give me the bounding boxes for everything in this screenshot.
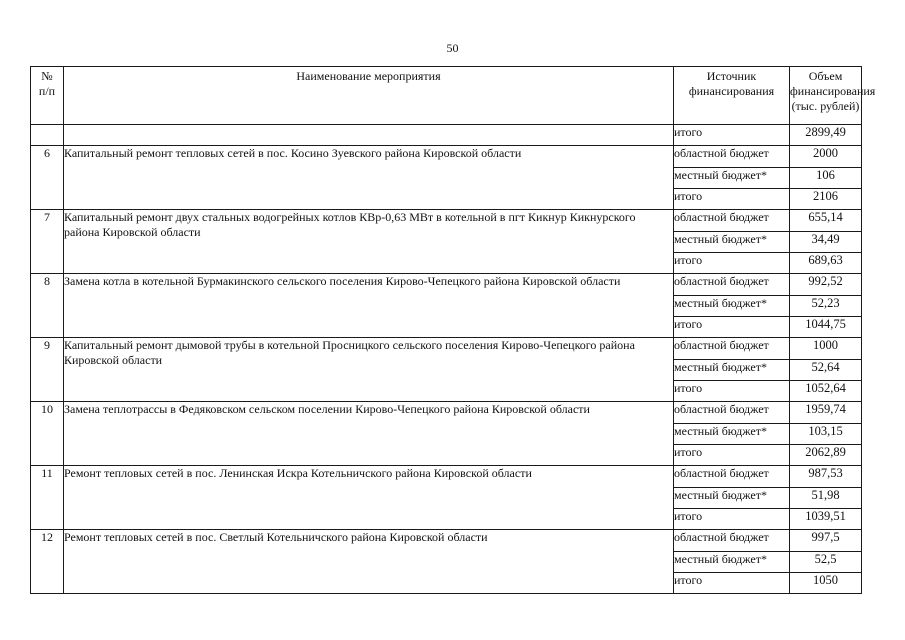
row-number: 12 <box>31 530 64 594</box>
carryover-name <box>64 125 674 146</box>
header-row <box>31 67 862 125</box>
funding-amount: 52,64 <box>790 360 862 381</box>
activity-name: Капитальный ремонт двух стальных водогрейных котлов КВр-0,63 МВт в котельной в пгт Кикнур Кикнурского района Кировской области <box>64 210 674 274</box>
header-amount-line2: финансирования <box>790 84 876 98</box>
row-number: 9 <box>31 338 64 402</box>
funding-amount: 1044,75 <box>790 317 862 338</box>
funding-amount: 992,52 <box>790 274 862 296</box>
funding-amount: 655,14 <box>790 210 862 232</box>
header-number-line2: п/п <box>38 84 56 98</box>
funding-source: областной бюджет <box>674 338 790 360</box>
table-row <box>31 530 862 552</box>
table-row <box>31 274 862 296</box>
page-number: 50 <box>446 41 459 55</box>
funding-source: итого <box>674 381 790 402</box>
table-header <box>31 67 876 125</box>
activity-name: Ремонт тепловых сетей в пос. Светлый Котельничского района Кировской области <box>64 530 674 594</box>
row-number: 8 <box>31 274 64 338</box>
funding-source: итого <box>674 573 790 594</box>
carryover-amount: 2899,49 <box>790 125 862 146</box>
activity-name: Замена теплотрассы в Федяковском сельском поселении Кирово-Чепецкого района Кировской области <box>64 402 674 466</box>
activity-name: Ремонт тепловых сетей в пос. Ленинская Искра Котельничского района Кировской области <box>64 466 674 530</box>
funding-source: областной бюджет <box>674 402 790 424</box>
activity-name: Капитальный ремонт тепловых сетей в пос. Косино Зуевского района Кировской области <box>64 146 674 210</box>
funding-source: областной бюджет <box>674 146 790 168</box>
funding-amount: 106 <box>790 168 862 189</box>
funding-amount: 2062,89 <box>790 445 862 466</box>
funding-amount: 52,5 <box>790 552 862 573</box>
funding-source: местный бюджет* <box>674 424 790 445</box>
funding-amount: 689,63 <box>790 253 862 274</box>
header-amount-line1: Объем <box>808 69 843 83</box>
header-source <box>674 67 790 125</box>
funding-source: итого <box>674 189 790 210</box>
row-number: 10 <box>31 402 64 466</box>
funding-amount: 2000 <box>790 146 862 168</box>
row-number: 6 <box>31 146 64 210</box>
funding-source: итого <box>674 445 790 466</box>
funding-amount: 1039,51 <box>790 509 862 530</box>
funding-source: областной бюджет <box>674 466 790 488</box>
table-row <box>31 402 862 424</box>
funding-amount: 52,23 <box>790 296 862 317</box>
header-name: Наименование мероприятия <box>64 67 674 125</box>
funding-amount: 2106 <box>790 189 862 210</box>
funding-source: местный бюджет* <box>674 232 790 253</box>
funding-source: областной бюджет <box>674 530 790 552</box>
funding-amount: 34,49 <box>790 232 862 253</box>
funding-amount: 51,98 <box>790 488 862 509</box>
activity-name: Капитальный ремонт дымовой трубы в котельной Просницкого сельского поселения Кирово-Чепецкого района Кировской области <box>64 338 674 402</box>
funding-amount: 103,15 <box>790 424 862 445</box>
funding-source: местный бюджет* <box>674 360 790 381</box>
funding-amount: 1050 <box>790 573 862 594</box>
table-row <box>31 466 862 488</box>
funding-table <box>30 66 876 594</box>
funding-amount: 997,5 <box>790 530 862 552</box>
funding-source: областной бюджет <box>674 274 790 296</box>
funding-amount: 1959,74 <box>790 402 862 424</box>
header-amount <box>790 67 876 125</box>
funding-amount: 987,53 <box>790 466 862 488</box>
header-amount-line3: (тыс. рублей) <box>791 99 860 113</box>
header-number <box>31 67 64 125</box>
table-row <box>31 210 862 232</box>
row-number: 7 <box>31 210 64 274</box>
funding-amount: 1000 <box>790 338 862 360</box>
funding-source: местный бюджет* <box>674 552 790 573</box>
carryover-source: итого <box>674 125 790 146</box>
header-number-line1: № <box>41 69 53 83</box>
funding-source: итого <box>674 253 790 274</box>
row-number: 11 <box>31 466 64 530</box>
activity-name: Замена котла в котельной Бурмакинского сельского поселения Кирово-Чепецкого района Кировской области <box>64 274 674 338</box>
header-source-line2: финансирования <box>688 84 775 98</box>
funding-source: итого <box>674 317 790 338</box>
funding-source: местный бюджет* <box>674 488 790 509</box>
header-source-line1: Источник <box>706 69 757 83</box>
funding-source: местный бюджет* <box>674 296 790 317</box>
funding-amount: 1052,64 <box>790 381 862 402</box>
funding-source: итого <box>674 509 790 530</box>
table-row <box>31 146 862 168</box>
table-body <box>31 125 862 594</box>
carryover-number <box>31 125 64 146</box>
carryover-row <box>31 125 862 146</box>
funding-source: местный бюджет* <box>674 168 790 189</box>
funding-source: областной бюджет <box>674 210 790 232</box>
table-row <box>31 338 862 360</box>
